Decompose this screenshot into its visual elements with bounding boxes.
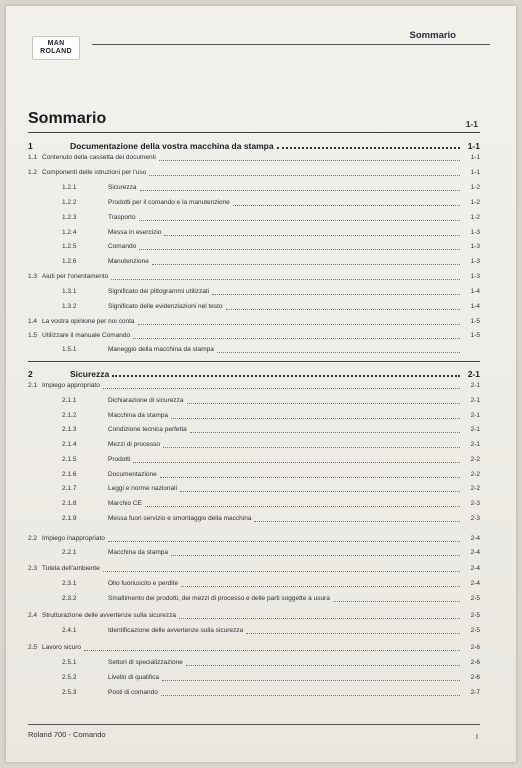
title-page-number: 1-1 [465,119,478,129]
toc-entry-number: 2.1.4 [62,441,77,448]
toc-entry-title: Aiuti per l'orientamento [42,273,109,280]
toc-entry-page: 1-1 [470,154,480,161]
toc-entry-number: 2 [28,369,33,379]
toc-entry-number: 2.1 [28,382,38,389]
toc-dot-leader [217,352,460,353]
toc-dot-leader [161,695,460,696]
toc-entry-page: 1-1 [467,141,480,151]
toc-entry-page: 2-1 [467,369,480,379]
toc-dot-leader [162,680,460,681]
toc-dot-leader [139,220,460,221]
toc-entry-number: 2.2.1 [62,549,77,556]
toc-entry-number: 1.1 [28,154,38,161]
toc-entry-number: 2.1.9 [62,515,77,522]
toc-entry [28,197,480,209]
toc-entry-number: 1.5 [28,332,38,339]
toc-dot-leader [149,175,460,176]
toc-entry-number: 2.1.2 [62,412,77,419]
toc-dot-leader [333,601,460,602]
man-roland-logo [32,36,80,60]
toc-entry-page: 2-1 [470,441,480,448]
toc-entry-number: 2.2 [28,535,38,542]
toc-entry-title: Sicurezza [70,369,110,379]
toc-entry-page: 1-1 [470,169,480,176]
toc-entry-page: 2-4 [470,549,480,556]
toc-entry-page: 2-1 [470,382,480,389]
toc-entry-number: 2.5.1 [62,659,77,666]
toc-entry [28,642,480,654]
toc-dot-leader [187,403,460,404]
toc-entry-page: 2-7 [470,689,480,696]
toc-dot-leader [140,190,460,191]
toc-entry-page: 2-1 [470,412,480,419]
toc-entry [28,330,480,342]
toc-entry-page: 2-1 [470,397,480,404]
toc-entry-title: Contenuto della cassetta dei documenti [42,154,156,161]
toc-entry-page: 2-4 [470,565,480,572]
toc-entry-title: Documentazione [108,471,157,478]
toc-entry-number: 1.2.2 [62,199,77,206]
toc-entry-title: Condizione tecnica perfetta [108,426,187,433]
toc-entry-title: Componenti delle istruzioni per l'uso [42,169,147,176]
toc-entry-number: 1.2.6 [62,258,77,265]
toc-entry-title: Macchina da stampa [108,549,168,556]
toc-entry [28,672,480,684]
toc-entry-page: 1-2 [470,214,480,221]
toc-entry [28,469,480,481]
toc-dot-leader [139,249,460,250]
toc-entry-page: 1-5 [470,332,480,339]
toc-entry-page: 1-2 [470,184,480,191]
toc-entry-page: 1-3 [470,258,480,265]
toc-entry-number: 2.1.6 [62,471,77,478]
toc-dot-leader [111,279,460,280]
logo-line-1: MAN [47,40,65,47]
toc-entry-number: 2.5 [28,644,38,651]
toc-entry [28,533,480,545]
toc-entry-number: 2.3 [28,565,38,572]
toc-entry-title: Dichiarazione di sicurezza [108,397,184,404]
toc-entry-title: Smaltimento dei prodotti, dei mezzi di processo e delle parti soggette a usura [108,595,330,602]
toc-dot-leader [160,477,460,478]
toc-entry [28,241,480,253]
toc-entry-number: 2.5.2 [62,674,77,681]
toc-entry-number: 2.1.7 [62,485,77,492]
toc-entry-title: Documentazione della vostra macchina da stampa [70,141,274,151]
toc-entry-number: 2.3.1 [62,580,77,587]
toc-entry-number: 1.2 [28,169,38,176]
toc-dot-leader [133,462,460,463]
toc-dot-leader [145,506,460,507]
footer-page-number: I [475,732,478,741]
toc-entry-page: 1-5 [470,318,480,325]
toc-entry-page: 2-5 [470,595,480,602]
toc-dot-leader [212,294,460,295]
toc-entry-title: Messa in esercizio [108,229,162,236]
toc-dot-leader [112,375,460,377]
toc-entry-page: 2-6 [470,674,480,681]
toc-dot-leader [226,309,460,310]
toc-dot-leader [179,618,460,619]
toc-entry-title: Manutenzione [108,258,149,265]
toc-dot-leader [186,665,460,666]
toc-entry-page: 1-3 [470,273,480,280]
toc-entry-page: 2-2 [470,456,480,463]
toc-entry-title: Tutela dell'ambiente [42,565,100,572]
toc-entry [28,152,480,164]
toc-entry [28,212,480,224]
toc-entry-page: 2-1 [470,426,480,433]
toc-dot-leader [190,432,460,433]
toc-entry-page: 1-4 [470,288,480,295]
toc-entry-page: 1-4 [470,303,480,310]
toc-entry [28,610,480,622]
toc-entry [28,366,480,380]
toc-entry-title: Utilizzare il manuale Comando [42,332,131,339]
toc-entry [28,395,480,407]
toc-dot-leader [103,571,460,572]
toc-entry [28,227,480,239]
toc-entry [28,563,480,575]
toc-entry-title: Leggi e norme nazionali [108,485,178,492]
toc-entry-page: 2-2 [470,485,480,492]
toc-entry [28,625,480,637]
toc-entry-number: 2.1.8 [62,500,77,507]
toc-entry-title: Marchio CE [108,500,142,507]
toc-dot-leader [171,555,460,556]
toc-entry [28,167,480,179]
toc-dot-leader [159,160,460,161]
footer-rule [28,724,480,725]
toc-entry-number: 2.1.3 [62,426,77,433]
toc-entry-title: Maneggio della macchina da stampa [108,346,214,353]
toc-entry-title: Prodotti [108,456,131,463]
toc-entry-title: Messa fuori servizio e smontaggio della macchina [108,515,252,522]
toc-entry [28,593,480,605]
toc-entry-number: 1.2.3 [62,214,77,221]
toc-entry-number: 2.5.3 [62,689,77,696]
toc-entry-number: 2.3.2 [62,595,77,602]
toc-entry [28,138,480,152]
toc-dot-leader [103,388,460,389]
toc-entry-title: Identificazione delle avvertenze sulla sicurezza [108,627,244,634]
toc-entry-number: 1.2.4 [62,229,77,236]
toc-entry-page: 2-5 [470,612,480,619]
title-rule [28,132,480,133]
header-rule [92,44,490,45]
toc-entry-number: 1.5.1 [62,346,77,353]
toc-entry-page: 2-6 [470,659,480,666]
toc-dot-leader [246,633,460,634]
toc-entry-number: 1.3.1 [62,288,77,295]
toc-entry [28,256,480,268]
toc-entry-number: 1.2.5 [62,243,77,250]
toc-entry [28,578,480,590]
toc-entry [28,286,480,298]
toc-entry-number: 1.4 [28,318,38,325]
toc-entry-title: Prodotti per il comando e la manutenzione [108,199,230,206]
toc-entry [28,410,480,422]
toc-entry [28,439,480,451]
toc-entry-number: 1.2.1 [62,184,77,191]
toc-dot-leader [163,447,460,448]
toc-entry-number: 2.4 [28,612,38,619]
toc-entry [28,301,480,313]
document-page [6,6,516,762]
toc-dot-leader [84,650,460,651]
toc-dot-leader [138,324,460,325]
toc-entry [28,657,480,669]
toc-entry-title: Impiego inappropriato [42,535,105,542]
toc-dot-leader [233,205,460,206]
toc-dot-leader [180,491,460,492]
chapter-2-rule [28,361,480,362]
toc-entry-title: Trasporto [108,214,136,221]
toc-entry-page: 2-3 [470,515,480,522]
toc-entry-title: Comando [108,243,137,250]
toc-entry [28,182,480,194]
page-title: Sommario [28,110,107,127]
toc-dot-leader [277,147,460,149]
toc-entry [28,687,480,699]
toc-entry [28,483,480,495]
toc-entry [28,380,480,392]
toc-entry-title: Lavoro sicuro [42,644,82,651]
toc-entry [28,513,480,525]
toc-entry-title: Sicurezza [108,184,137,191]
footer-document-name: Roland 700 - Comando [28,730,106,739]
toc-entry-page: 2-3 [470,500,480,507]
toc-entry-page: 2-4 [470,580,480,587]
toc-dot-leader [181,586,460,587]
toc-entry-number: 1 [28,141,33,151]
toc-entry-number: 1.3.2 [62,303,77,310]
toc-entry-title: Posti di comando [108,689,158,696]
toc-entry-title: Strutturazione delle avvertenze sulla sicurezza [42,612,177,619]
toc-entry-title: Livello di qualifica [108,674,159,681]
toc-entry-page: 2-6 [470,644,480,651]
toc-dot-leader [164,235,460,236]
toc-entry-title: Mezzi di processo [108,441,161,448]
running-header-title: Sommario [409,30,456,41]
toc-entry-title: Significato dei pittogrammi utilizzati [108,288,210,295]
toc-entry-number: 1.3 [28,273,38,280]
toc-entry-title: Impiego appropriato [42,382,100,389]
toc-entry-page: 1-3 [470,229,480,236]
toc-entry [28,344,480,356]
toc-entry-number: 2.1.1 [62,397,77,404]
toc-entry-page: 1-2 [470,199,480,206]
toc-dot-leader [152,264,460,265]
toc-entry-page: 2-2 [470,471,480,478]
toc-entry-title: Olio fuoriuscito e perdite [108,580,179,587]
toc-entry [28,498,480,510]
toc-entry [28,424,480,436]
toc-entry-number: 2.1.5 [62,456,77,463]
toc-entry-page: 2-5 [470,627,480,634]
toc-dot-leader [133,338,460,339]
toc-entry-title: Significato delle evidenziazioni nel testo [108,303,223,310]
toc-entry-page: 1-3 [470,243,480,250]
toc-entry-title: Settori di specializzazione [108,659,183,666]
toc-dot-leader [254,521,460,522]
toc-entry [28,454,480,466]
toc-entry-title: La vostra opinione per noi conta [42,318,135,325]
toc-entry-number: 2.4.1 [62,627,77,634]
toc-dot-leader [108,541,460,542]
toc-entry [28,271,480,283]
toc-dot-leader [171,418,460,419]
toc-entry-title: Macchina da stampa [108,412,168,419]
toc-entry-page: 2-4 [470,535,480,542]
logo-line-2: ROLAND [40,48,72,55]
toc-entry [28,316,480,328]
toc-entry [28,547,480,559]
